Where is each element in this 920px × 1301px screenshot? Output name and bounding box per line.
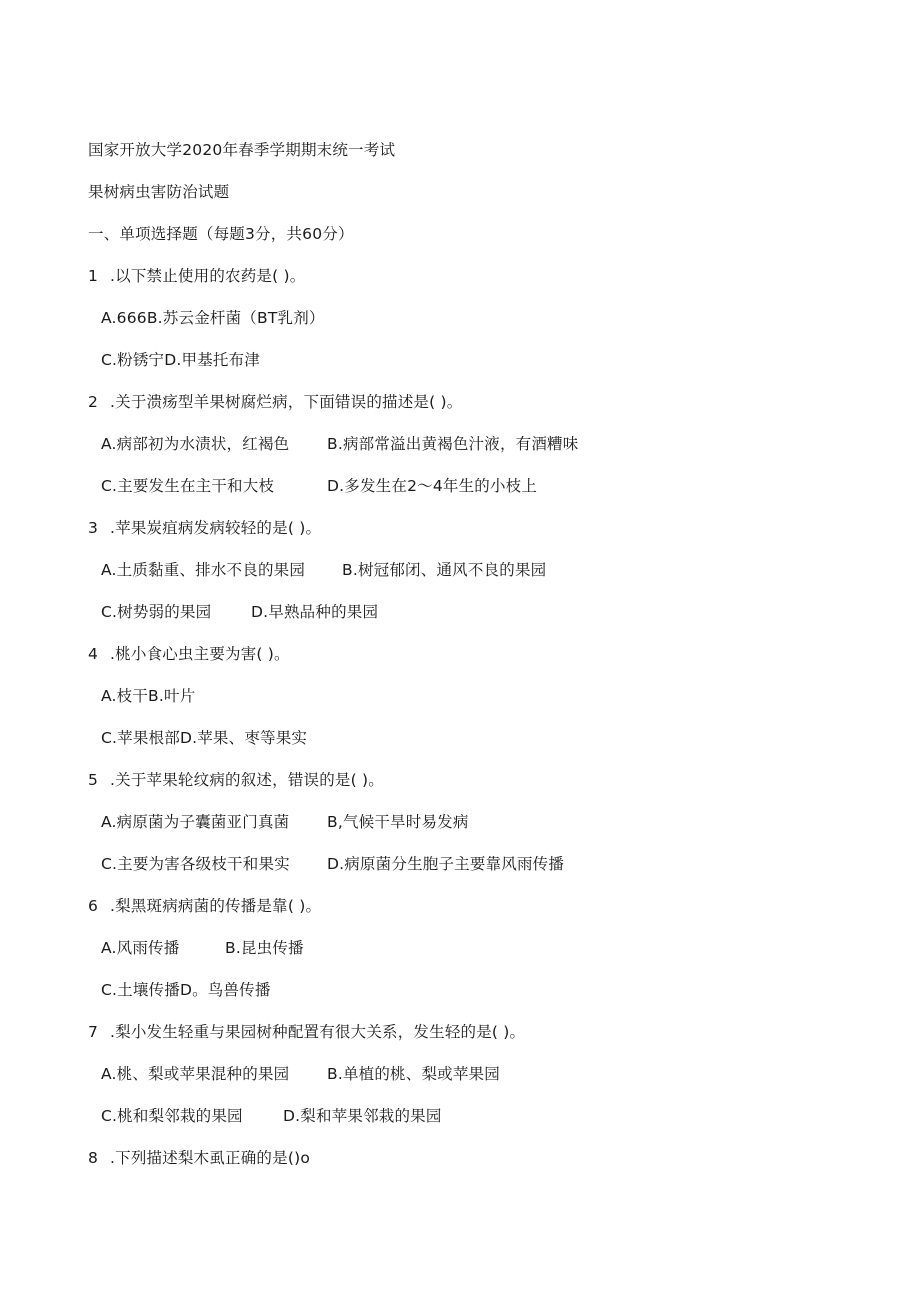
question-text: .下列描述梨木虱正确的是()o [110,1149,311,1167]
option-row: A.666B.苏云金杆菌（BT乳剂） [101,309,325,327]
question-5 [88,769,384,791]
option-c: C.主要为害各级枝干和果实 [101,855,290,873]
option-row [101,475,538,497]
option-row: C.苹果根部D.苹果、枣等果实 [101,729,308,747]
question-7 [88,1021,525,1043]
question-2 [88,391,462,413]
option-c: C.树势弱的果园 [101,603,212,621]
option-a: A.病部初为水渍状，红褐色 [101,435,290,453]
subject-title: 果树病虫害防治试题 [88,183,230,201]
question-8 [88,1147,310,1169]
option-row [101,811,469,833]
option-row: A.枝干B.叶片 [101,687,196,705]
question-number: 8 [88,1149,99,1167]
question-number: 6 [88,897,99,915]
option-d: D.病原菌分生胞子主要靠风雨传播 [327,855,565,873]
question-text: .关于溃疡型羊果树腐烂病，下面错误的描述是( )。 [110,393,463,411]
option-row [101,601,379,623]
question-text: .桃小食心虫主要为害( )。 [110,645,290,663]
option-d: D.梨和苹果邻栽的果园 [283,1107,442,1125]
option-b: B.病部常溢出黄褐色汁液，有酒糟味 [327,435,579,453]
question-6 [88,895,321,917]
option-a: A.病原菌为子囊菌亚门真菌 [101,813,290,831]
option-row [101,1063,500,1085]
option-b: B,气候干旱时易发病 [327,813,469,831]
question-number: 3 [88,519,99,537]
question-number: 2 [88,393,99,411]
question-text: .关于苹果轮纹病的叙述，错误的是( )。 [110,771,384,789]
question-number: 7 [88,1023,99,1041]
question-number: 4 [88,645,99,663]
section-heading: 一、单项选择题（每题3分，共60分） [88,225,354,243]
option-row: C.粉锈宁D.甲基托布津 [101,351,261,369]
option-d: D.多发生在2～4年生的小枝上 [327,477,538,495]
question-text: .以下禁止使用的农药是( )。 [110,267,306,285]
option-row [101,559,547,581]
option-a: A.桃、梨或苹果混种的果园 [101,1065,290,1083]
option-d: D.早熟品种的果园 [251,603,379,621]
exam-title: 国家开放大学2020年春季学期期末统一考试 [88,141,396,159]
option-row [101,1105,442,1127]
option-row [101,937,304,959]
option-c: C.桃和梨邻栽的果园 [101,1107,243,1125]
option-b: B.树冠郁闭、通风不良的果园 [342,561,547,579]
option-c: C.主要发生在主干和大枝 [101,477,275,495]
option-b: B.昆虫传播 [225,939,304,957]
option-b: B.单植的桃、梨或苹果园 [327,1065,500,1083]
question-text: .梨小发生轻重与果园树种配置有很大关系，发生轻的是( )。 [110,1023,526,1041]
option-row: C.土壤传播D。鸟兽传播 [101,981,271,999]
question-number: 5 [88,771,99,789]
option-row [101,433,579,455]
option-a: A.风雨传播 [101,939,180,957]
question-text: .梨黑斑病病菌的传播是靠( )。 [110,897,322,915]
question-4 [88,643,290,665]
question-3 [88,517,321,539]
question-text: .苹果炭疽病发病较轻的是( )。 [110,519,322,537]
option-row [101,853,565,875]
question-1 [88,265,305,287]
option-a: A.土质黏重、排水不良的果园 [101,561,306,579]
question-number: 1 [88,267,99,285]
